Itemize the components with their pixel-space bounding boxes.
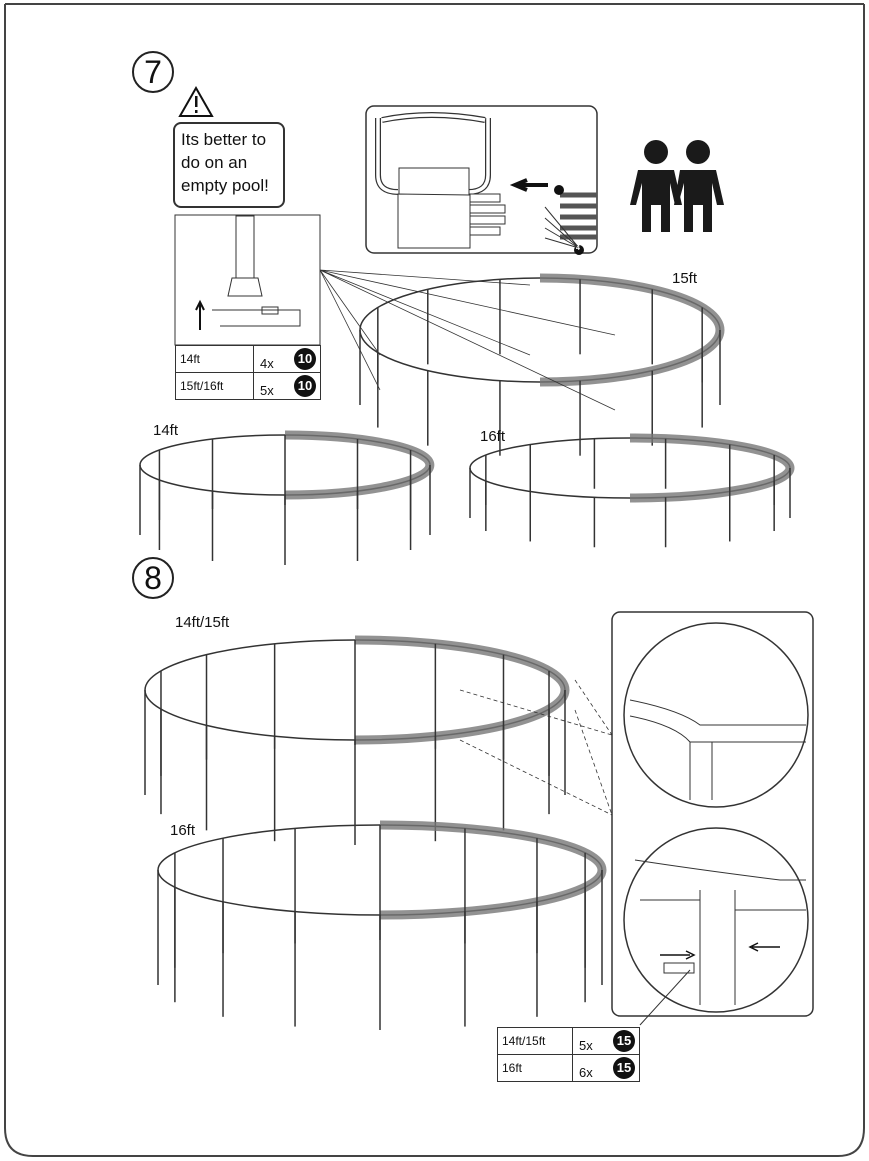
size-label-14-15ft: 14ft/15ft	[175, 614, 230, 631]
size-label-15ft: 15ft	[672, 270, 698, 287]
parts-table-step8	[497, 1027, 640, 1082]
warning-line: empty pool!	[181, 176, 269, 195]
size-label-16ft: 16ft	[480, 428, 506, 445]
table-row	[498, 1028, 640, 1055]
size-label-14ft: 14ft	[153, 422, 179, 439]
inset-step8	[612, 612, 813, 1025]
pool-16ft-step8-liner-wall	[380, 825, 602, 915]
detail-box-leg-foot	[175, 215, 320, 345]
table-row	[176, 373, 321, 400]
qty: 4x	[260, 356, 274, 371]
table-row	[498, 1055, 640, 1082]
warning-box	[173, 122, 285, 208]
part-badge: 15	[613, 1057, 635, 1079]
table-row	[176, 346, 321, 373]
pool-16ft-liner-wall	[630, 438, 790, 498]
parts-table-step7	[175, 345, 321, 400]
qty: 6x	[579, 1065, 593, 1080]
part-badge: 15	[613, 1030, 635, 1052]
callout-4: 4	[576, 245, 580, 252]
size-cell: 16ft	[498, 1055, 573, 1082]
part-badge: 10	[294, 348, 316, 370]
pool-15ft-liner-wall	[540, 278, 720, 382]
qty: 5x	[260, 383, 274, 398]
warning-line: do on an	[181, 153, 248, 172]
size-cell: 14ft	[176, 346, 254, 373]
warning-triangle-icon	[180, 88, 212, 116]
size-cell: 14ft/15ft	[498, 1028, 573, 1055]
callout-5: 5	[553, 178, 557, 185]
two-people-icon	[630, 140, 724, 232]
qty: 5x	[579, 1038, 593, 1053]
inset-rail-connector	[366, 106, 597, 255]
warning-line: Its better to	[181, 130, 267, 149]
part-badge: 10	[294, 375, 316, 397]
step-number-8: 8	[132, 557, 174, 599]
size-label-16ft-step8: 16ft	[170, 822, 196, 839]
size-cell: 15ft/16ft	[176, 373, 254, 400]
step-number-7: 7	[132, 51, 174, 93]
